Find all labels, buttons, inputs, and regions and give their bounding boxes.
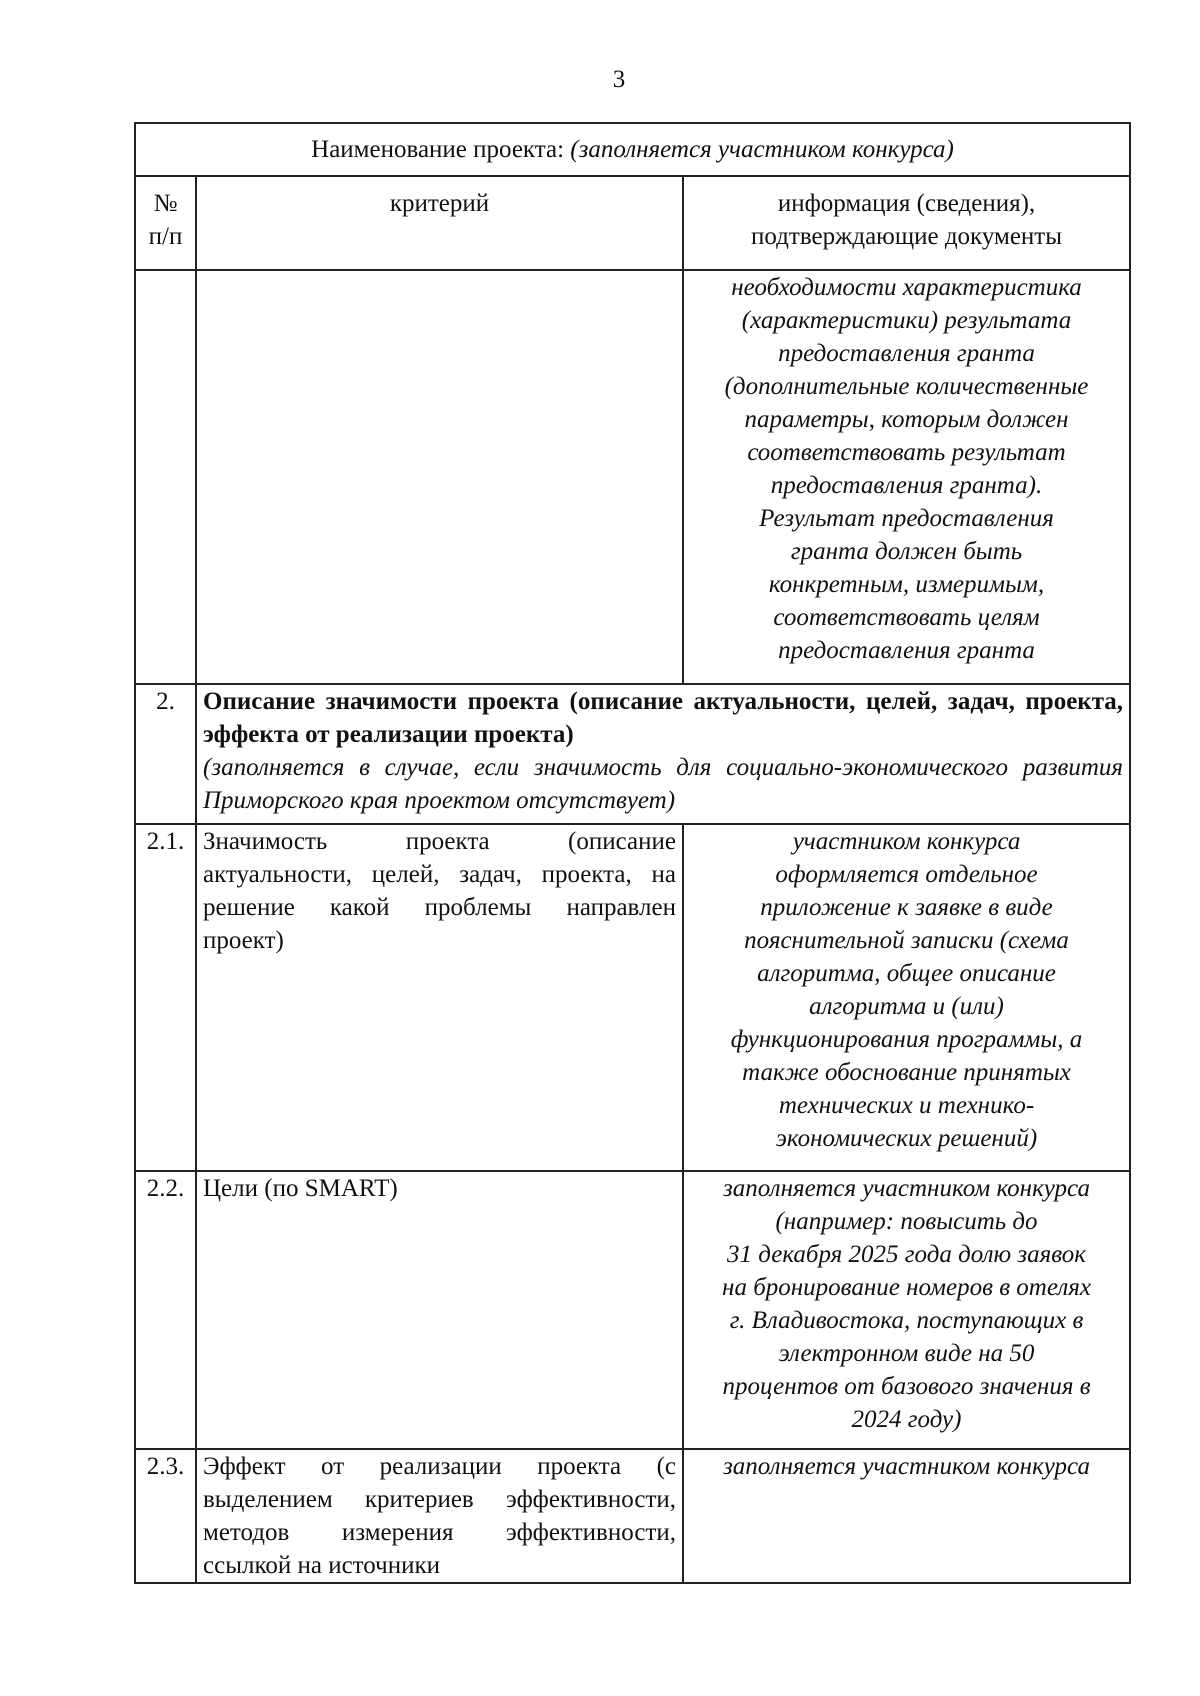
info-line: на бронирование номеров в отелях bbox=[722, 1274, 1091, 1301]
row-criterion: Эффект от реализации проекта (с выделением критериев эффективности, методов измерения эффективности, ссылкой на источники bbox=[196, 1449, 683, 1583]
info-line: предоставления гранта bbox=[778, 637, 1035, 664]
info-line: также обоснование принятых bbox=[742, 1059, 1071, 1086]
row-criterion: Цели (по SMART) bbox=[196, 1171, 683, 1449]
info-line: алгоритма, общее описание bbox=[757, 960, 1056, 987]
table-row bbox=[135, 1449, 1130, 1583]
application-form-table bbox=[134, 122, 1131, 1584]
row-number: 2.3. bbox=[135, 1449, 196, 1583]
info-line: приложение к заявке в виде bbox=[760, 894, 1053, 921]
section-note: (заполняется в случае, если значимость для социально-экономического развития Приморского края проектом отсутствует) bbox=[203, 754, 1124, 814]
header-num bbox=[135, 176, 196, 270]
info-line: необходимости характеристика bbox=[731, 274, 1082, 301]
info-line: параметры, которым должен bbox=[744, 406, 1069, 433]
info-line: функционирования программы, а bbox=[730, 1026, 1083, 1053]
info-line: (например: повысить до bbox=[775, 1208, 1038, 1235]
header-num-symbol: № bbox=[153, 190, 178, 217]
header-info-line: подтверждающие документы bbox=[751, 223, 1063, 250]
cell-criterion-empty bbox=[196, 270, 683, 684]
info-line: 31 декабря 2025 года долю заявок bbox=[727, 1241, 1086, 1268]
info-line: заполняется участником конкурса bbox=[723, 1453, 1090, 1480]
header-info bbox=[683, 176, 1130, 270]
header-num-label: п/п bbox=[148, 223, 183, 250]
info-line: заполняется участником конкурса bbox=[723, 1175, 1090, 1202]
info-line: г. Владивостока, поступающих в bbox=[729, 1307, 1084, 1334]
row-info bbox=[683, 824, 1130, 1171]
info-line: (дополнительные количественные bbox=[724, 373, 1089, 400]
table-row bbox=[135, 824, 1130, 1171]
info-line: предоставления гранта bbox=[778, 340, 1035, 367]
info-line: соответствовать целям bbox=[773, 604, 1040, 631]
row-info bbox=[683, 1171, 1130, 1449]
row-criterion: Значимость проекта (описание актуальности, целей, задач, проекта, на решение какой проблемы направлен проект) bbox=[196, 824, 683, 1171]
info-line: соответствовать результат bbox=[747, 439, 1066, 466]
info-line: экономических решений) bbox=[775, 1125, 1038, 1152]
project-name-cell bbox=[135, 123, 1130, 176]
info-line: технических и технико- bbox=[778, 1092, 1035, 1119]
info-line: участником конкурса bbox=[792, 828, 1021, 855]
row-number: 2.1. bbox=[135, 824, 196, 1171]
info-line: предоставления гранта). bbox=[770, 472, 1043, 499]
section-title-cell bbox=[196, 684, 1130, 824]
table-row bbox=[135, 1171, 1130, 1449]
info-line: оформляется отдельное bbox=[775, 861, 1038, 888]
page-number: 3 bbox=[612, 66, 626, 93]
row-info bbox=[683, 1449, 1130, 1583]
cell-num-empty bbox=[135, 270, 196, 684]
info-line: электронном виде на 50 bbox=[778, 1340, 1035, 1367]
table-title-row bbox=[135, 123, 1130, 176]
table-row-section-2 bbox=[135, 684, 1130, 824]
info-line: гранта должен быть bbox=[790, 538, 1023, 565]
table-row-continuation bbox=[135, 270, 1130, 684]
info-line: алгоритма и (или) bbox=[809, 993, 1004, 1020]
project-name-label: Наименование проекта: bbox=[311, 136, 571, 163]
info-line: Результат предоставления bbox=[759, 505, 1054, 532]
header-info-line: информация (сведения), bbox=[777, 190, 1036, 217]
section-title: Описание значимости проекта (описание актуальности, целей, задач, проекта, эффекта от реализации проекта) bbox=[203, 688, 1124, 748]
info-line: пояснительной записки (схема bbox=[744, 927, 1069, 954]
section-number: 2. bbox=[135, 684, 196, 824]
row-number: 2.2. bbox=[135, 1171, 196, 1449]
cell-info-continuation bbox=[683, 270, 1130, 684]
info-line: процентов от базового значения в bbox=[722, 1373, 1091, 1400]
header-criterion: критерий bbox=[196, 176, 683, 270]
info-line: (характеристики) результата bbox=[741, 307, 1072, 334]
info-line: 2024 году) bbox=[851, 1406, 962, 1433]
info-line: конкретным, измеримым, bbox=[768, 571, 1045, 598]
table-header-row bbox=[135, 176, 1130, 270]
project-name-note: (заполняется участником конкурса) bbox=[570, 136, 954, 163]
